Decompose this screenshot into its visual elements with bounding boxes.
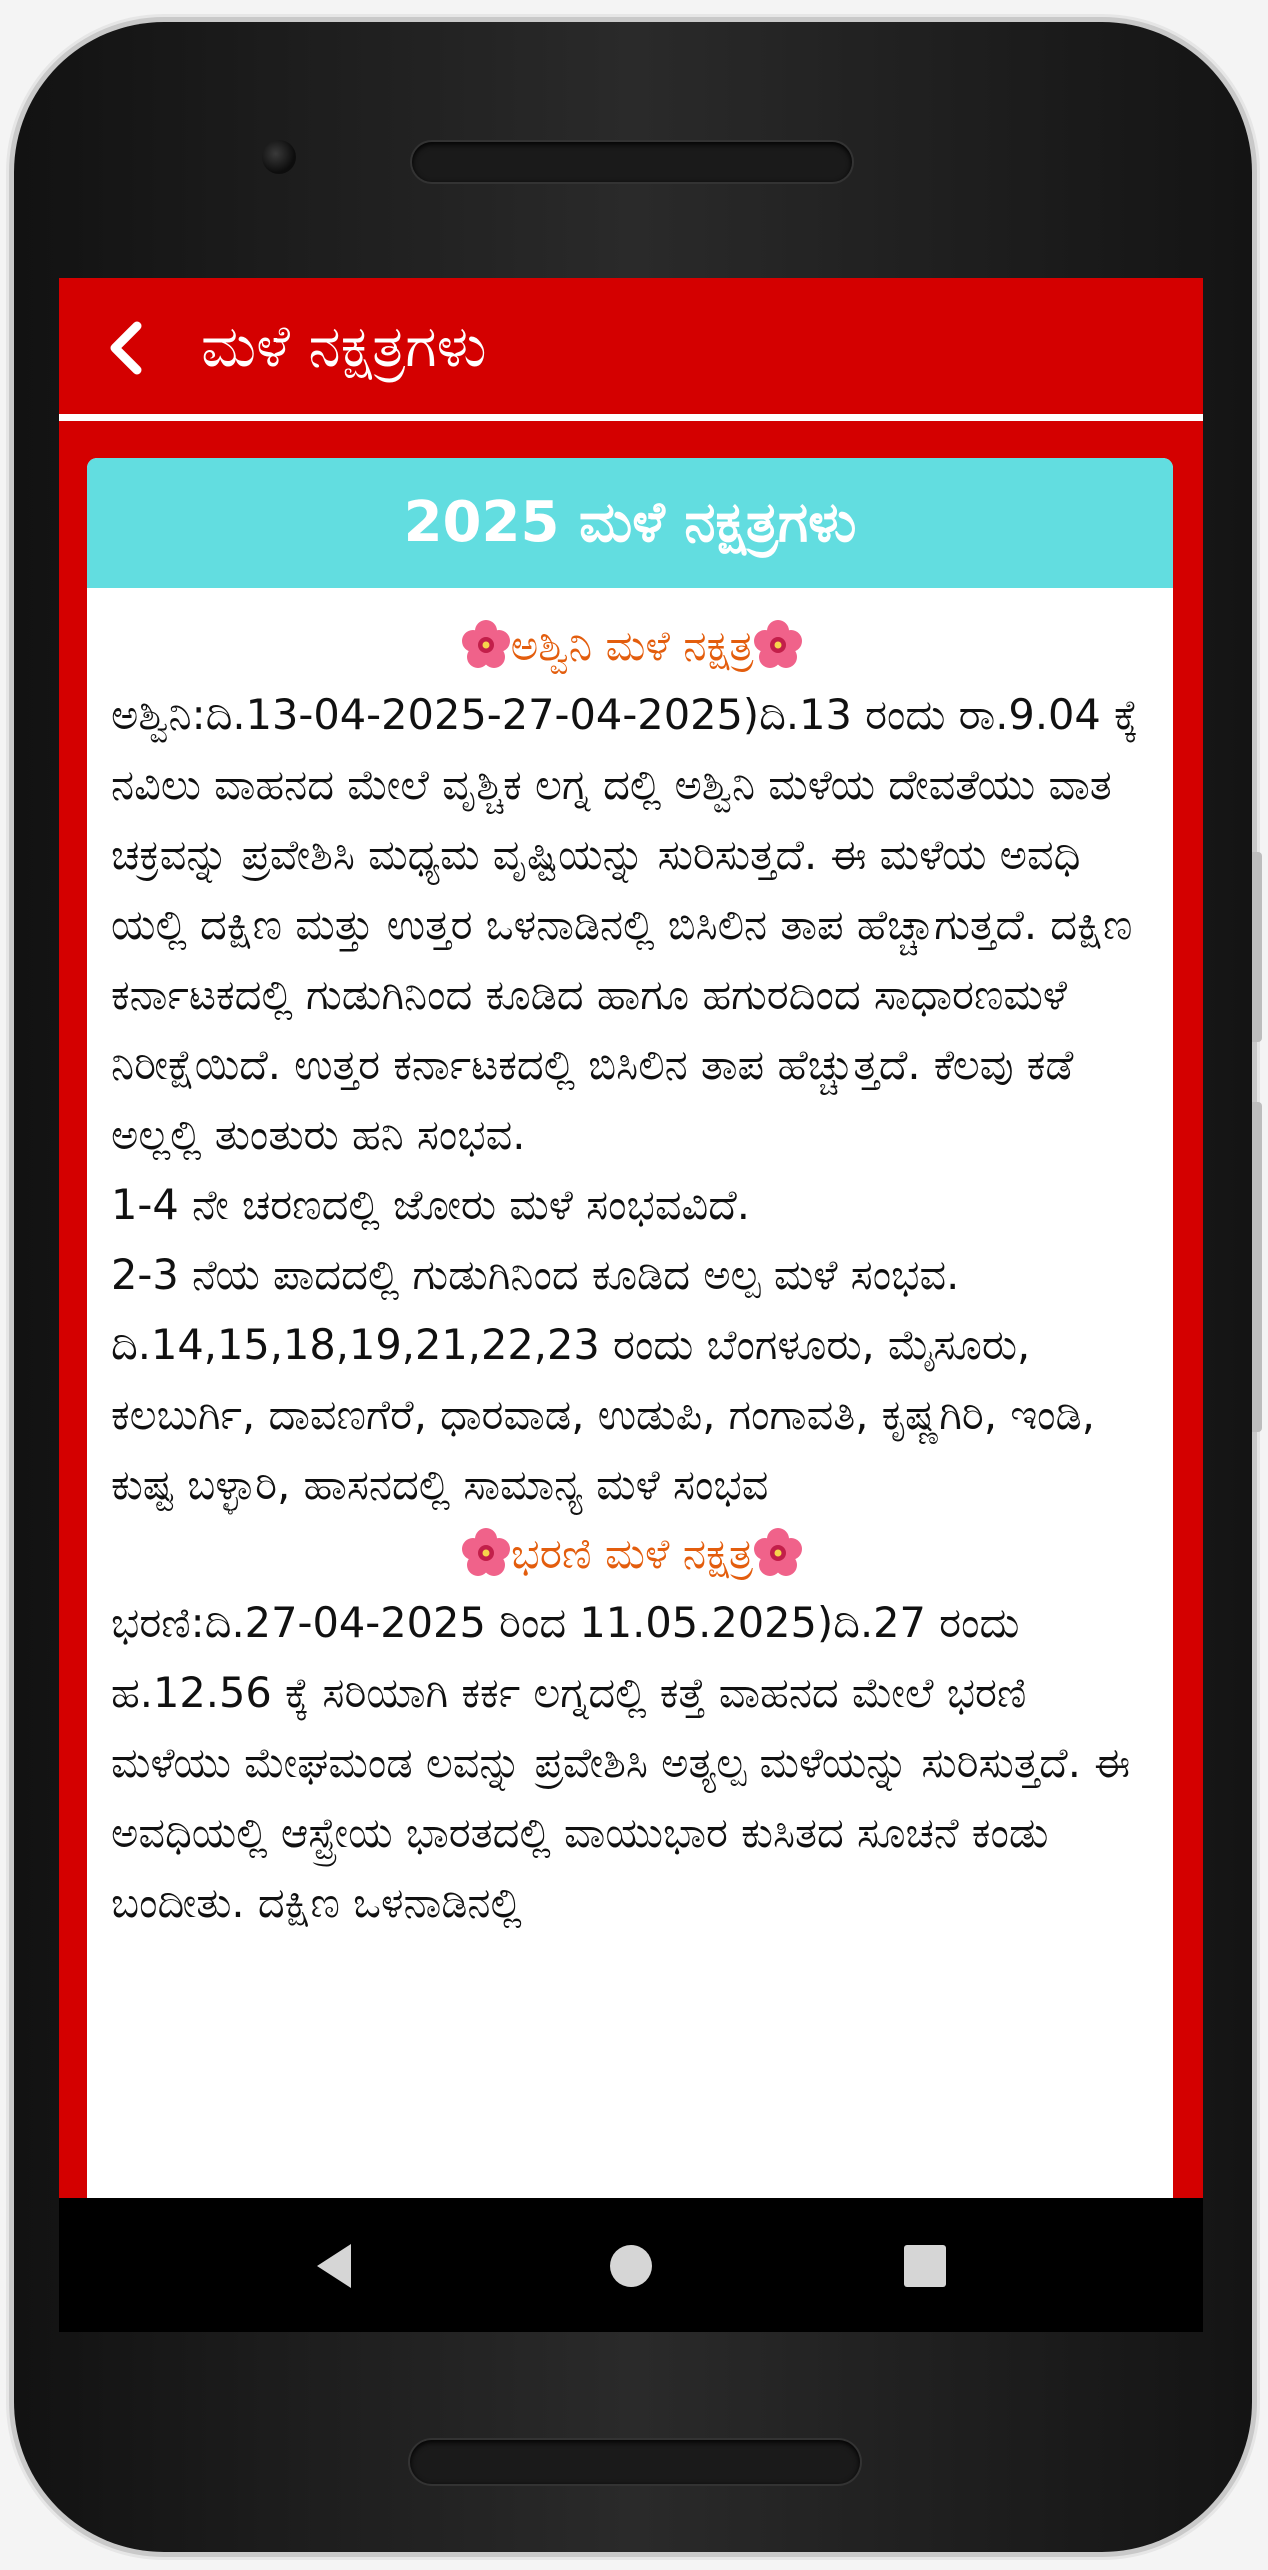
chevron-left-icon xyxy=(99,318,155,378)
card-header: 2025 ಮಳೆ ನಕ್ಷತ್ರಗಳು xyxy=(87,458,1173,588)
earpiece-speaker xyxy=(412,142,852,182)
hibiscus-flower-icon xyxy=(461,1528,511,1578)
section-title xyxy=(111,1520,1153,1588)
section-title xyxy=(111,612,1153,680)
app-bar xyxy=(59,278,1203,414)
content-card xyxy=(87,458,1173,2332)
front-camera xyxy=(262,140,296,174)
square-recents-icon xyxy=(897,2238,953,2294)
hibiscus-flower-icon xyxy=(753,1528,803,1578)
phone-frame xyxy=(14,22,1252,2552)
app-bar-divider xyxy=(59,414,1203,421)
bottom-speaker xyxy=(410,2440,860,2484)
hibiscus-flower-icon xyxy=(753,620,803,670)
section-paragraph: ಅಶ್ವಿನಿ:ದಿ.13-04-2025-27-04-2025)ದಿ.13 ರಂದು ರಾ.9.04 ಕ್ಕೆ ನವಿಲು ವಾಹನದ ಮೇಲೆ ವೃಶ್ಚಿಕ ಲಗ್ನ ದಲ್ಲಿ ಅಶ್ವಿನಿ ಮಳೆಯ ದೇವತೆಯು ವಾತ ಚಕ್ರವನ್ನು ಪ್ರವೇಶಿಸಿ ಮಧ್ಯಮ ವೃಷ್ಟಿಯನ್ನು ಸುರಿಸುತ್ತದೆ. ಈ ಮಳೆಯ ಅವಧಿ ಯಲ್ಲಿ ದಕ್ಷಿಣ ಮತ್ತು ಉತ್ತರ ಒಳನಾಡಿನಲ್ಲಿ ಬಿಸಿಲಿನ ತಾಪ ಹೆಚ್ಚಾಗುತ್ತದೆ. ದಕ್ಷಿಣ ಕರ್ನಾಟಕದಲ್ಲಿ ಗುಡುಗಿನಿಂದ ಕೂಡಿದ ಹಾಗೂ ಹಗುರದಿಂದ ಸಾಧಾರಣಮಳೆ ನಿರೀಕ್ಷೆಯಿದೆ. ಉತ್ತರ ಕರ್ನಾಟಕದಲ್ಲಿ ಬಿಸಿಲಿನ ತಾಪ ಹೆಚ್ಚುತ್ತದೆ. ಕೆಲವು ಕಡೆ ಅಲ್ಲಲ್ಲಿ ತುಂತುರು ಹನಿ ಸಂಭವ. xyxy=(111,690,1139,1159)
section-title-text: ಅಶ್ವಿನಿ ಮಳೆ ನಕ್ಷತ್ರ xyxy=(510,621,754,670)
app-title: ಮಳೆ ನಕ್ಷತ್ರಗಳು xyxy=(201,312,487,380)
section-title-text: ಭರಣಿ ಮಳೆ ನಕ್ಷತ್ರ xyxy=(511,1529,753,1578)
section-paragraph: ಭರಣಿ:ದಿ.27-04-2025 ರಿಂದ 11.05.2025)ದಿ.27 ರಂದು ಹ.12.56 ಕ್ಕೆ ಸರಿಯಾಗಿ ಕರ್ಕ ಲಗ್ನದಲ್ಲಿ ಕತ್ತೆ ವಾಹನದ ಮೇಲೆ ಭರಣಿ ಮಳೆಯು ಮೇಘಮಂಡ ಲವನ್ನು ಪ್ರವೇಶಿಸಿ ಅತ್ಯಲ್ಪ ಮಳೆಯನ್ನು ಸುರಿಸುತ್ತದೆ. ಈ ಅವಧಿಯಲ್ಲಿ ಆಸ್ಟ್ರೇಯ ಭಾರತದಲ್ಲಿ ವಾಯುಭಾರ ಕುಸಿತದ ಸೂಚನೆ ಕಂಡು ಬಂದೀತು. ದಕ್ಷಿಣ ಒಳನಾಡಿನಲ್ಲಿ xyxy=(111,1598,1131,1927)
system-nav-bar xyxy=(59,2198,1203,2332)
back-button[interactable] xyxy=(99,318,155,378)
nav-home-button[interactable] xyxy=(603,2238,659,2294)
triangle-back-icon xyxy=(309,2238,365,2294)
app-screen xyxy=(59,278,1203,2332)
section-paragraph: 1-4 ನೇ ಚರಣದಲ್ಲಿ ಜೋರು ಮಳೆ ಸಂಭವವಿದೆ. xyxy=(111,1180,750,1229)
section-paragraph: 2-3 ನೆಯ ಪಾದದಲ್ಲಿ ಗುಡುಗಿನಿಂದ ಕೂಡಿದ ಅಲ್ಪ ಮಳೆ ಸಂಭವ. ದಿ.14,15,18,19,21,22,23 ರಂದು ಬೆಂಗಳೂರು, ಮೈಸೂರು, ಕಲಬುರ್ಗಿ, ದಾವಣಗೆರೆ, ಧಾರವಾಡ, ಉಡುಪಿ, ಗಂಗಾವತಿ, ಕೃಷ್ಣಗಿರಿ, ಇಂಡಿ, ಕುಷ್ಟ ಬಳ್ಳಾರಿ, ಹಾಸನದಲ್ಲಿ ಸಾಮಾನ್ಯ ಮಳೆ ಸಂಭವ xyxy=(111,1250,1095,1509)
hibiscus-flower-icon xyxy=(461,620,511,670)
nav-recents-button[interactable] xyxy=(897,2238,953,2294)
circle-home-icon xyxy=(603,2238,659,2294)
volume-button xyxy=(1252,1102,1262,1432)
nav-back-button[interactable] xyxy=(309,2238,365,2294)
power-button xyxy=(1252,852,1262,1042)
card-body[interactable] xyxy=(87,588,1173,1938)
